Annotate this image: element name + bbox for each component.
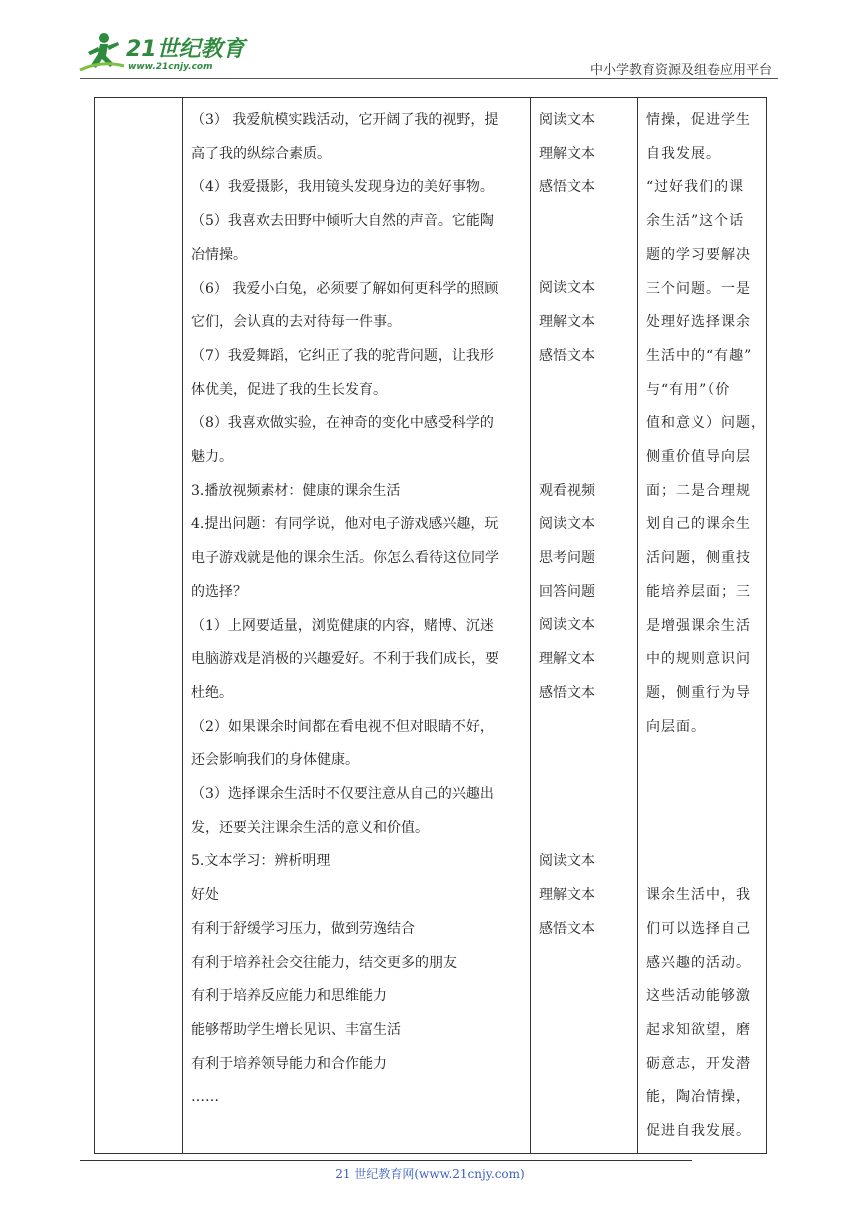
activity-text-line: 3.播放视频素材：健康的课余生活 — [191, 482, 401, 499]
footer-text: 21 世纪教育网(www.21cnjy.com) — [335, 1167, 525, 1181]
activity-text-line: 有利于舒缓学习压力，做到劳逸结合 — [191, 920, 415, 937]
student-action-line — [539, 205, 629, 239]
design-intent-line: 处理好选择课余 — [646, 314, 751, 331]
student-action-line: 理解文本 — [539, 651, 595, 668]
design-intent-line — [646, 744, 758, 778]
student-action-line: 感悟文本 — [539, 347, 595, 364]
student-action-line — [539, 239, 629, 273]
activity-text-line: （4）我爱摄影，我用镜头发现身边的美好事物。 — [191, 179, 494, 196]
logo-text: 21世纪教育 — [126, 37, 245, 62]
design-intent-line: 三个问题。一是 — [646, 280, 751, 297]
student-action-line — [539, 744, 629, 778]
table-cell-empty — [95, 98, 183, 1154]
table-cell-activities — [183, 98, 531, 1154]
student-action-line — [539, 711, 629, 745]
design-intent-line: 题的学习要解决 — [646, 246, 751, 263]
page-header — [0, 0, 860, 82]
table-cell-design-intent — [638, 98, 767, 1154]
activity-text-line: 体优美，促进了我的生长发育。 — [191, 381, 387, 398]
design-intent-line: 这些活动能够激 — [646, 988, 751, 1005]
student-action-line — [539, 812, 629, 846]
student-action-line: 阅读文本 — [539, 280, 595, 297]
design-intent-line: 侧重价值导向层 — [646, 449, 751, 466]
activity-text-line: （1）上网要适量，浏览健康的内容，赌博、沉迷 — [191, 617, 494, 634]
design-intent-line: 感兴趣的活动。 — [646, 954, 751, 971]
activity-text-line: 的选择？ — [191, 583, 247, 600]
design-intent-line: 向层面。 — [646, 718, 706, 735]
student-action-line: 感悟文本 — [539, 179, 595, 196]
design-intent-line: 自我发展。 — [646, 145, 721, 162]
design-intent-line: 起求知欲望，磨 — [646, 1021, 751, 1038]
student-action-line: 阅读文本 — [539, 112, 595, 128]
student-action-line: 理解文本 — [539, 314, 595, 331]
activity-text-line: …… — [191, 1089, 219, 1106]
brand-logo — [78, 30, 258, 78]
activity-text-line: （8）我喜欢做实验，在神奇的变化中感受科学的 — [191, 415, 494, 432]
student-action-line: 阅读文本 — [539, 516, 595, 533]
design-intent-line: 余生活”这个话 — [646, 213, 745, 230]
lesson-table — [94, 97, 767, 1154]
table-row — [95, 98, 767, 1154]
student-action-line — [539, 441, 629, 475]
activity-text-line: （7）我爱舞蹈，它纠正了我的驼背问题，让我形 — [191, 347, 494, 364]
activity-text-line: 高了我的纵综合素质。 — [191, 145, 331, 162]
activity-text-line: 有利于培养领导能力和合作能力 — [191, 1055, 387, 1072]
activity-text-line: 电子游戏就是他的课余生活。你怎么看待这位同学 — [191, 550, 499, 567]
design-intent-line: 促进自我发展。 — [646, 1123, 751, 1140]
activity-text-line: 好处 — [191, 887, 219, 904]
design-intent-line: 是增强课余生活 — [646, 617, 751, 634]
student-action-line — [539, 778, 629, 812]
student-action-line: 思考问题 — [539, 550, 595, 567]
design-intent-line — [646, 812, 758, 846]
design-intent-line: 能，陶冶情操， — [646, 1089, 751, 1106]
activity-text-line: 4.提出问题：有同学说，他对电子游戏感兴趣，玩 — [191, 516, 499, 533]
platform-title: 中小学教育资源及组卷应用平台 — [589, 63, 772, 78]
student-action-line: 理解文本 — [539, 887, 595, 904]
activity-text-line: （3） 我爱航模实践活动，它开阔了我的视野，提 — [191, 112, 499, 128]
activity-text-line: 冶情操。 — [191, 246, 247, 263]
student-action-line — [539, 407, 629, 441]
student-action-line: 理解文本 — [539, 145, 595, 162]
student-action-line: 回答问题 — [539, 583, 595, 600]
activity-text-line: 还会影响我们的身体健康。 — [191, 752, 359, 769]
design-intent-line: 值和意义）问题， — [646, 415, 766, 432]
design-intent-line: 能培养层面；三 — [646, 583, 751, 600]
design-intent-line: 划自己的课余生 — [646, 516, 751, 533]
activity-text-line: 电脑游戏是消极的兴趣爱好。不利于我们成长，要 — [191, 651, 499, 668]
design-intent-line — [646, 778, 758, 812]
student-action-line: 阅读文本 — [539, 617, 595, 634]
activity-text-line: 有利于培养社会交往能力，结交更多的朋友 — [191, 954, 457, 971]
activity-text-line: 能够帮助学生增长见识、丰富生活 — [191, 1021, 401, 1038]
activity-text-line: （5）我喜欢去田野中倾听大自然的声音。它能陶 — [191, 213, 494, 230]
design-intent-line: 与“有用”（价 — [646, 381, 731, 398]
table-cell-student-actions — [531, 98, 638, 1154]
student-action-line — [539, 374, 629, 408]
student-action-line: 观看视频 — [539, 482, 595, 499]
design-intent-line: 们可以选择自己 — [646, 920, 751, 937]
design-intent-line: 活问题，侧重技 — [646, 550, 751, 567]
activity-text-line: （6） 我爱小白兔，必须要了解如何更科学的照顾 — [191, 280, 499, 297]
design-intent-line: 情操，促进学生 — [646, 112, 751, 128]
header-divider — [80, 78, 778, 79]
activity-text-line: 杜绝。 — [191, 684, 233, 701]
activity-text-line: 发，还要关注课余生活的意义和价值。 — [191, 819, 429, 836]
design-intent-line: 面；二是合理规 — [646, 482, 751, 499]
logo-url: www.21cnjy.com — [128, 62, 213, 72]
footer-divider — [80, 1160, 692, 1161]
activity-text-line: （3）选择课余生活时不仅要注意从自己的兴趣出 — [191, 786, 494, 803]
design-intent-line: 生活中的“有趣” — [646, 347, 753, 364]
activity-text-line: 5.文本学习：辨析明理 — [191, 853, 331, 870]
design-intent-line — [646, 845, 758, 879]
activity-text-line: 有利于培养反应能力和思维能力 — [191, 988, 387, 1005]
student-action-line: 感悟文本 — [539, 684, 595, 701]
design-intent-line: 砺意志，开发潜 — [646, 1055, 751, 1072]
running-figure-icon — [78, 30, 126, 74]
activity-text-line: 它们，会认真的去对待每一件事。 — [191, 314, 401, 331]
student-action-line: 阅读文本 — [539, 853, 595, 870]
student-action-line: 感悟文本 — [539, 920, 595, 937]
activity-text-line: 魅力。 — [191, 449, 233, 466]
design-intent-line: 课余生活中，我 — [646, 887, 751, 904]
activity-text-line: （2）如果课余时间都在看电视不但对眼睛不好， — [191, 718, 494, 735]
design-intent-line: “过好我们的课 — [646, 179, 745, 196]
design-intent-line: 中的规则意识问 — [646, 651, 751, 668]
design-intent-line: 题，侧重行为导 — [646, 684, 751, 701]
